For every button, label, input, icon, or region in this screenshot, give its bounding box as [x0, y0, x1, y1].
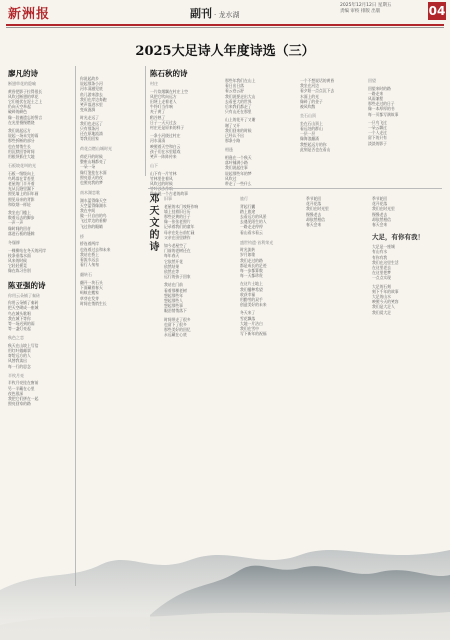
poem-lines [225, 117, 295, 143]
poem-line: 我站在桥上 [80, 251, 99, 257]
section-subname: · 龙水湖 [214, 11, 240, 19]
poem-line: 你说起故乡 [80, 76, 99, 81]
poem-lines [240, 281, 302, 307]
poem-line: 有你有我 [372, 254, 388, 260]
poem-line: 在这里老去 [372, 265, 391, 271]
poem-line: 秋天在山坡上写信 [8, 342, 39, 348]
poem-line: 去看远方的风景 [240, 213, 267, 219]
poem-line: 一只鸟飞过 [368, 119, 387, 125]
poem-line: 季节轮回 [306, 196, 322, 201]
poet-heading: 陈亚强的诗 [8, 280, 46, 290]
poem-title: 桥 [80, 233, 84, 239]
poem-title: 荷花点燃山城时光 [80, 146, 112, 152]
poem-line: 我们在岸边奔跑 [80, 96, 107, 102]
poem-line: 落进石板的缝隙 [8, 230, 35, 236]
poem-line: 已经认不出 [225, 133, 244, 139]
poem-line: 看流水远去 [80, 256, 99, 262]
poem-line: 孩子们在水里嬉戏 [150, 148, 181, 154]
poem-lines [240, 310, 302, 336]
poem-line: 我们在时光里 [306, 206, 329, 212]
poem-line: 枝条垂落水面 [8, 252, 31, 258]
poem-line: 我们在时光里 [372, 206, 395, 212]
poem-lines [8, 300, 72, 331]
poem-line: 那些走过的日子 [368, 101, 395, 107]
poem-line: 用根须抓住大地 [8, 153, 35, 159]
column-5 [300, 78, 362, 188]
poem-line: 去看更大的世界 [225, 98, 252, 104]
poem-line: 像时间的回音 [8, 225, 31, 231]
poem-line: 我把它们拼在一起 [8, 395, 39, 401]
poem-line: 看日出日落 [225, 83, 244, 89]
poem-lines [8, 89, 72, 125]
poem-line: 麦子黄了 [150, 109, 166, 115]
poem-line: 每年春天 [164, 253, 180, 259]
poem-line: 花开花落 [372, 201, 388, 207]
poem-line: 创造美好的未来 [240, 302, 267, 308]
poem-line: 每一天都珍贵 [240, 273, 263, 279]
poem-line: 我们说起远方 [8, 127, 31, 133]
poem-line: 鸟鸣落在青苔里 [8, 175, 35, 181]
poem-lines [164, 282, 234, 313]
poem-line: 等一场迟到的雨 [8, 320, 35, 326]
poem-line: 冬天来了 [240, 310, 256, 316]
poem-line: 夜色很深 [8, 390, 24, 396]
poem-line: 想起那些人 [164, 297, 183, 303]
poem-line: 依然结果 [164, 263, 180, 269]
header-rule [6, 24, 444, 26]
poem-line: 它轻轻摇晃 [8, 263, 27, 269]
poem-lines [8, 343, 72, 369]
poem-line: 寄给远方的人 [8, 353, 31, 359]
poem-title: 盛世钧遗·首利荣光 [240, 239, 274, 245]
poem-line: 只有那条河 [80, 125, 99, 131]
poem-line: 风吹过 [225, 175, 237, 181]
poem-line: 鱼儿游来游去 [80, 91, 103, 97]
poem-line: 我在城下等你 [8, 315, 31, 321]
poem-line: 那些美好的回忆 [164, 326, 191, 332]
newspaper-logo: 新洲报 [8, 7, 51, 22]
poem-line: 刻下千年的故事 [372, 288, 399, 294]
poem-line: 我想起远方的你 [300, 141, 327, 147]
poem-title: 半枚月亮 [8, 372, 24, 378]
poem-line: 大足的山水 [372, 294, 391, 300]
poem-line: 把天空砌成一座城 [8, 305, 39, 311]
poem-line: 远行的孩子回家 [164, 274, 191, 280]
poem-title: 相逢 [225, 147, 233, 153]
poem-line: 照见母亲的背影 [8, 196, 35, 202]
poem-title: 南木湖恋歌 [80, 190, 100, 196]
poem-line: 风来的时候 [8, 257, 27, 263]
poem-line: 淡淡的影子 [368, 140, 387, 146]
masthead [0, 0, 450, 24]
poem-line: 它们低伏在泥土之上 [8, 98, 43, 104]
poem-line: 在这片土地上 [240, 281, 263, 287]
poem-line: 村庄还是原来的样子 [150, 124, 185, 130]
poem-line: 和炊烟一样轻 [8, 201, 31, 207]
poem-line: 一层一层 [300, 131, 316, 137]
poem-line: 光从瓦缝里漏下 [8, 186, 35, 192]
mountain-ink-painting-icon [0, 520, 450, 640]
page-title: 2025大足诗人年度诗选（三） [135, 44, 315, 59]
poem-line: 山上的花开了又谢 [225, 117, 256, 123]
poem-lines [8, 171, 72, 207]
poem-line: 笑声落进水里 [80, 102, 103, 108]
poem-line: 只有山还在那里 [225, 109, 252, 115]
poem-line: 黄昏把影子拉得很长 [8, 88, 43, 94]
poem-line: 下面藏着春天 [80, 285, 103, 291]
section-name: 副刊 [190, 7, 212, 20]
poem-line: 也留下了很多 [164, 321, 187, 327]
poem-line: 眼泪悄悄落下 [164, 308, 187, 314]
poem-line: 我站在门前 [164, 282, 183, 288]
poem-lines [150, 89, 220, 131]
poem-lines [372, 244, 442, 280]
poem-line: 我们爱大足 [372, 309, 391, 315]
poem-line: 留下的只有 [368, 135, 387, 141]
poem-line: 坐在石山顶上 [300, 120, 323, 126]
poem-title: 回望 [368, 78, 376, 83]
poem-lines [164, 317, 234, 338]
poem-title: 冬爆柳 [8, 240, 20, 246]
poem-line: 看云卷云舒 [225, 88, 244, 94]
poem-line: 破碎的颜色 [8, 109, 27, 115]
poem-line: 像在练习告别 [8, 268, 31, 274]
poem-line: 河水清澈见底 [80, 86, 103, 92]
poem-line: 我们播种希望 [240, 286, 263, 292]
poem-line: 映照今天的笑容 [372, 299, 399, 305]
poem-lines [240, 204, 302, 235]
poem-line: 墙上挂着旧日历 [164, 208, 191, 214]
poem-line: 照见墙上的旧年画 [8, 191, 39, 197]
poem-line: 我在中间 [80, 208, 96, 214]
poem-line: 等一盏灯亮起 [8, 326, 31, 332]
poem-line: 一个人走过 [368, 130, 387, 136]
poem-title: 翻转石 [80, 272, 92, 278]
poem-line: 慢慢老去 [372, 211, 388, 217]
poem-line: 湖水蓝得像天空 [80, 197, 107, 203]
poem-line: 岁月如歌 [240, 252, 256, 258]
poem-line: 天空蓝得像湖水 [80, 202, 107, 208]
poem-lines [225, 155, 295, 186]
poem-line: 数着远去的脚步 [8, 215, 35, 221]
poem-lines [8, 248, 72, 274]
poem-line: 那些折断的部分 [8, 138, 35, 144]
poem-line: 一朵一朵 [80, 164, 96, 170]
poem-line: 还在原地流淌 [80, 131, 103, 137]
poem-line: 一路走来 [368, 90, 384, 96]
poem-line: 一棵柳站在冬天的河岸 [8, 247, 46, 253]
poem-line: 我坐在河边 [300, 83, 319, 89]
poem-line: 像灯笼挂在水面 [80, 169, 107, 175]
poem-line: 整座山城都亮了 [80, 159, 107, 165]
header-rule-thin [6, 27, 444, 28]
poem-line: 用红叶做邮票 [8, 348, 31, 354]
poem-lines [80, 154, 142, 185]
poem-line: 那些泛黄的日子 [164, 213, 191, 219]
poem-line: 竹林里住着风 [150, 175, 173, 181]
poem-line: 像一本厚厚的书 [368, 106, 395, 112]
poem-title: 坐石山顶 [300, 113, 316, 119]
poem-line: 大地一片洁白 [240, 320, 263, 326]
poem-line: 慢慢老去 [306, 211, 322, 217]
poem-line: 说起一场未完的雨 [8, 133, 39, 139]
poem-line: 看行人匆匆 [80, 262, 99, 268]
poem-line: 田埂上走着老人 [150, 98, 177, 104]
poem-line: 去遇见陌生的人 [240, 219, 267, 225]
poem-line: 父亲在田里耕作 [164, 234, 191, 240]
poem-line: 在光里慢慢燃烧 [8, 119, 35, 125]
poem-line: 季节轮回 [372, 196, 388, 201]
poem-line: 水面上的光 [300, 93, 319, 99]
poem-title: 旅行 [240, 196, 248, 201]
poem-line: 踏上旅途 [240, 208, 256, 214]
poem-line: 我们在这里生活 [372, 259, 399, 265]
poem-line: 门前的老树还在 [164, 248, 191, 254]
poem-line: 照亮回家的路 [8, 401, 31, 407]
poem-line: 像在说一个古老的故事 [150, 191, 188, 197]
poem-line: 带走了一些什么 [225, 180, 252, 186]
poem-line: 山下有一片竹林 [150, 170, 177, 176]
poem-line: 每一步都算数 [240, 268, 263, 274]
poem-lines [8, 128, 72, 159]
column-3 [150, 66, 220, 197]
poem-line: 在这里把梦 [372, 270, 391, 276]
poem-line: 说起那条小河 [80, 81, 103, 87]
poem-line: 那条小路 [225, 138, 241, 144]
poem-line: 也连着过去和未来 [80, 246, 111, 252]
poem-line: 一条小河绕过村庄 [150, 133, 181, 139]
poem-lines [372, 196, 442, 227]
poem-line: 老屋的木门吱呀作响 [164, 203, 199, 209]
poem-line: 时间带走了很多 [164, 316, 191, 322]
poem-line: 用勤劳的双手 [240, 297, 263, 303]
poem-lines [80, 280, 142, 306]
poem-lines [368, 120, 440, 146]
poem-lines [164, 204, 234, 240]
poem-line: 桥连着两岸 [80, 241, 99, 247]
poem-lines [225, 78, 295, 114]
poem-title: 秋色之恋 [8, 335, 24, 341]
poem-line: 却依然相信 [372, 216, 391, 222]
poem-line: 我们说要走出大山 [225, 93, 256, 99]
poet-heading: 陈石秋的诗 [150, 69, 188, 78]
poem-line: 有山有水 [372, 249, 388, 255]
column-divider [145, 66, 146, 176]
poem-line: 看远处的群山 [300, 125, 323, 131]
poem-line: 我们回来的时候 [225, 127, 252, 133]
poet-heading-vertical: 邓天文的诗 [147, 193, 158, 253]
poem-lines [80, 241, 142, 267]
poem-lines [80, 76, 142, 112]
poem-lines [150, 133, 220, 159]
poem-line: 相逢在一个秋天 [225, 154, 252, 160]
poem-line: 雪花飘落 [240, 315, 256, 321]
poem-line: 像碎了的金子 [300, 98, 323, 104]
poem-line: 一点点实现 [372, 275, 391, 281]
poem-line: 等我们回家 [80, 136, 99, 142]
poem-line: 鸟在城头歌唱 [8, 310, 31, 316]
poem-line: 看山看水看云 [240, 229, 263, 235]
poem-lines [306, 196, 366, 227]
column-6 [368, 78, 440, 188]
column-2 [80, 66, 142, 536]
poem-line: 蚂蚁在搬家 [80, 290, 99, 296]
column-divider [75, 66, 76, 586]
poem-lines [164, 243, 234, 279]
poem-line: 后来我们都走了 [225, 104, 252, 110]
poem-line: 春天会来 [306, 222, 322, 228]
column-4 [225, 78, 295, 188]
editors-line: 责编 审校 排版 出版 [340, 9, 381, 14]
poem-lines [300, 78, 362, 109]
poem-line: 时间在悄悄生长 [80, 300, 107, 306]
poem-line: 回望来时的路 [368, 85, 391, 91]
poem-line: 飞过岸边的垂柳 [80, 218, 107, 224]
poem-line: 谢了又开 [225, 122, 241, 128]
poem-line: 花开花落 [306, 201, 322, 207]
poem-line: 半枚月亮挂在窗前 [8, 380, 39, 386]
poem-lines [80, 115, 142, 141]
poem-lines [8, 380, 72, 406]
poem-line: 记录着我们的童年 [164, 224, 195, 230]
poem-line: 我们在雪中 [240, 326, 259, 332]
poem-line: 一朵云飘过 [368, 124, 387, 130]
poem-line: 永远藏在心底 [164, 332, 187, 338]
poem-line: 像海浪翻涌 [300, 136, 319, 142]
poem-lines [300, 121, 362, 152]
poem-line: 想起那些事 [164, 303, 183, 309]
poem-line: 也在悄悄生长 [8, 143, 31, 149]
poem-line: 一声一声 [8, 220, 24, 226]
poem-line: 日子一天天过去 [150, 119, 177, 125]
poem-line: 做一只自由的鸟 [80, 213, 107, 219]
poem-line: 风吹过的时候 [150, 181, 173, 187]
poem-line: 草芽在发芽 [80, 295, 99, 301]
poem-line: 依然在等 [164, 268, 180, 274]
issue-date: 2025年12月12日 星期五 [340, 3, 392, 8]
poem-line: 飞过你的眼睛 [80, 223, 103, 229]
page-number: 04 [428, 4, 446, 18]
poem-line: 竹叶沙沙作响 [150, 186, 173, 192]
poem-line: 那些年我们在山上 [225, 78, 256, 83]
date-info [340, 3, 425, 15]
poem-line: 它依然开花 [164, 258, 183, 264]
poem-title: 断翅草花的隐喻 [8, 81, 36, 86]
poem-lines [80, 198, 142, 229]
poem-line: 收获幸福 [240, 291, 256, 297]
poem-line: 时光走远了 [80, 115, 99, 121]
poem-line: 却依然相信 [306, 216, 325, 222]
poem-line: 稻谷熟了 [150, 114, 166, 120]
poem-line: 仍向天空举起 [8, 104, 31, 110]
poem-line: 看着那棵老树 [164, 287, 187, 293]
poem-line: 看夕阳一点点沉下去 [300, 88, 335, 94]
poem-title-bold: 大足，有你有我！ [372, 233, 424, 242]
poem-line: 大足是一座城 [372, 244, 395, 250]
poem-lines [368, 86, 440, 117]
poem-title: 你用云朵铺了秦砖 [8, 292, 40, 298]
poem-line: 大足的石刻 [372, 283, 391, 289]
poem-line: 风吹过断翅的草花 [8, 93, 39, 99]
poem-line: 老屋的门半开着 [8, 181, 35, 187]
poem-lines [8, 210, 72, 236]
poem-line: 映照着天空和白云 [150, 143, 181, 149]
poem-line: 翻开一块石头 [80, 279, 103, 285]
poem-line: 春天会来 [372, 222, 388, 228]
poem-line: 我们也走远了 [80, 120, 103, 126]
poem-line: 风雨兼程 [368, 95, 384, 101]
poem-lines [372, 284, 442, 315]
poem-line: 我坐在门槛上 [8, 210, 31, 216]
poem-line: 河水清清 [150, 138, 166, 144]
poem-line: 每一行的思念 [8, 363, 31, 369]
poem-line: 说起那些年的梦 [225, 170, 252, 176]
poem-line: 荷花开的时候 [80, 153, 103, 159]
poem-line: 另一半藏在心里 [8, 385, 35, 391]
poem-lines [240, 247, 302, 278]
poem-line: 石板一级级向上 [8, 170, 35, 176]
poem-title: 石板坡花叫的光 [8, 163, 36, 169]
poem-line: 你用云朵铺了秦砖 [8, 300, 39, 306]
poem-line: 一路走走停停 [240, 224, 263, 230]
poem-line: 照亮夏天的夜 [80, 174, 103, 180]
poem-line: 变成涟漪 [80, 107, 96, 113]
poem-title: 山下 [150, 163, 158, 169]
poem-title: 旧事 [164, 196, 172, 201]
poet-heading: 廖凡的诗 [8, 69, 38, 78]
poem-line: 如今老屋空了 [164, 242, 187, 248]
poem-line: 一片炊烟飘在村庄上空 [150, 88, 188, 94]
poem-line: 用沉默回答时间 [8, 148, 35, 154]
poem-line: 背起行囊 [240, 203, 256, 209]
poem-line: 牛铃叮当作响 [150, 104, 173, 110]
poem-line: 我们走过的路 [240, 257, 263, 263]
poem-line: 像一段被遗忘的誓言 [8, 114, 43, 120]
poem-line: 写下新年的祝福 [240, 331, 267, 337]
poem-line: 时光流转 [240, 247, 256, 253]
poem-line: 母亲在灶台前忙碌 [164, 229, 195, 235]
poem-line: 都是成长的足迹 [240, 262, 267, 268]
poem-line: 想起那些年 [164, 292, 183, 298]
poem-line: 像一张张老照片 [164, 219, 191, 225]
poem-line: 我们说起往事 [225, 165, 248, 171]
poem-line: 此刻是否也在看山 [300, 146, 331, 152]
poem-line: 风把它吹向远方 [150, 93, 177, 99]
poem-title: 村庄 [150, 81, 158, 86]
poem-line: 被风吹散 [300, 104, 316, 110]
poem-line: 每一页都写满故事 [368, 111, 399, 117]
poem-line: 笑声一阵阵传来 [150, 153, 177, 159]
poem-line: 也照亮我的梦 [80, 179, 103, 185]
poem-lines [150, 171, 220, 197]
poem-line: 落叶铺满小路 [225, 160, 248, 166]
section-title [190, 5, 239, 21]
poem-line: 一个不想说话的黄昏 [300, 78, 335, 83]
poem-line: 我们是大足人 [372, 304, 395, 310]
poem-line: 风替我读出 [8, 358, 27, 364]
